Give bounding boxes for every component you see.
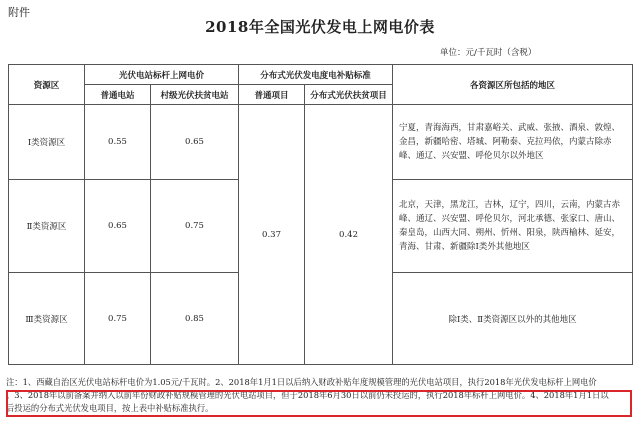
zone-cell: Ⅱ类资源区 bbox=[9, 180, 85, 273]
unit-note: 单位：元/千瓦时（含税） bbox=[440, 48, 537, 58]
note-line: 。3、2018年以前备案并纳入以前年份财政补贴规模管理的光伏电站项目，但于2018年6月30日以前仍未投运的，执行2018年标杆上网电价。4、2018年1月1日以 bbox=[6, 390, 609, 400]
regions-cell: 除Ⅰ类、Ⅱ类资源区以外的其他地区 bbox=[393, 273, 633, 365]
header-ordinary-station: 普通电站 bbox=[85, 85, 151, 105]
note-line: 注：1、西藏自治区光伏电站标杆电价为1.05元/千瓦时。2、2018年1月1日以后纳入财政补贴年度规模管理的光伏电站项目，执行2018年光伏发电标杆上网电价 bbox=[6, 377, 597, 387]
header-regions: 各资源区所包括的地区 bbox=[393, 65, 633, 105]
header-distributed-poverty: 分布式光伏扶贫项目 bbox=[305, 85, 393, 105]
header-row-1 bbox=[9, 65, 633, 85]
distributed-poverty-cell: 0.42 bbox=[305, 105, 393, 365]
note-line: 后投运的分布式光伏发电项目，按上表中补贴标准执行。 bbox=[6, 403, 214, 413]
table-row bbox=[9, 105, 633, 180]
header-ordinary-project: 普通项目 bbox=[239, 85, 305, 105]
page-title: 2018年全国光伏发电上网电价表 bbox=[205, 18, 435, 36]
village-price-cell: 0.85 bbox=[151, 273, 239, 365]
header-pv-benchmark: 光伏电站标杆上网电价 bbox=[85, 65, 239, 85]
regions-cell: 北京，天津，黑龙江，吉林，辽宁，四川，云南，内蒙古赤峰、通辽、兴安盟、呼伦贝尔，河北承德、张家口、唐山、秦皇岛，山西大同、朔州、忻州、阳泉，陕西榆林、延安，青海、甘肃、新疆除Ⅰ类外其他地区 bbox=[393, 180, 633, 273]
zone-cell: Ⅰ类资源区 bbox=[9, 105, 85, 180]
zone-cell: Ⅲ类资源区 bbox=[9, 273, 85, 365]
price-table bbox=[8, 64, 633, 365]
header-village-poverty: 村级光伏扶贫电站 bbox=[151, 85, 239, 105]
village-price-cell: 0.75 bbox=[151, 180, 239, 273]
regions-cell: 宁夏，青海海西，甘肃嘉峪关、武威、张掖、酒泉、敦煌、金昌，新疆哈密、塔城、阿勒泰、克拉玛依，内蒙古除赤峰、通辽、兴安盟、呼伦贝尔以外地区 bbox=[393, 105, 633, 180]
ordinary-price-cell: 0.65 bbox=[85, 180, 151, 273]
distributed-ordinary-cell: 0.37 bbox=[239, 105, 305, 365]
attachment-label: 附件 bbox=[8, 6, 30, 19]
header-distributed-subsidy: 分布式光伏发电度电补贴标准 bbox=[239, 65, 393, 85]
ordinary-price-cell: 0.75 bbox=[85, 273, 151, 365]
header-resource-zone: 资源区 bbox=[9, 65, 85, 105]
notes bbox=[6, 376, 636, 415]
village-price-cell: 0.65 bbox=[151, 105, 239, 180]
ordinary-price-cell: 0.55 bbox=[85, 105, 151, 180]
